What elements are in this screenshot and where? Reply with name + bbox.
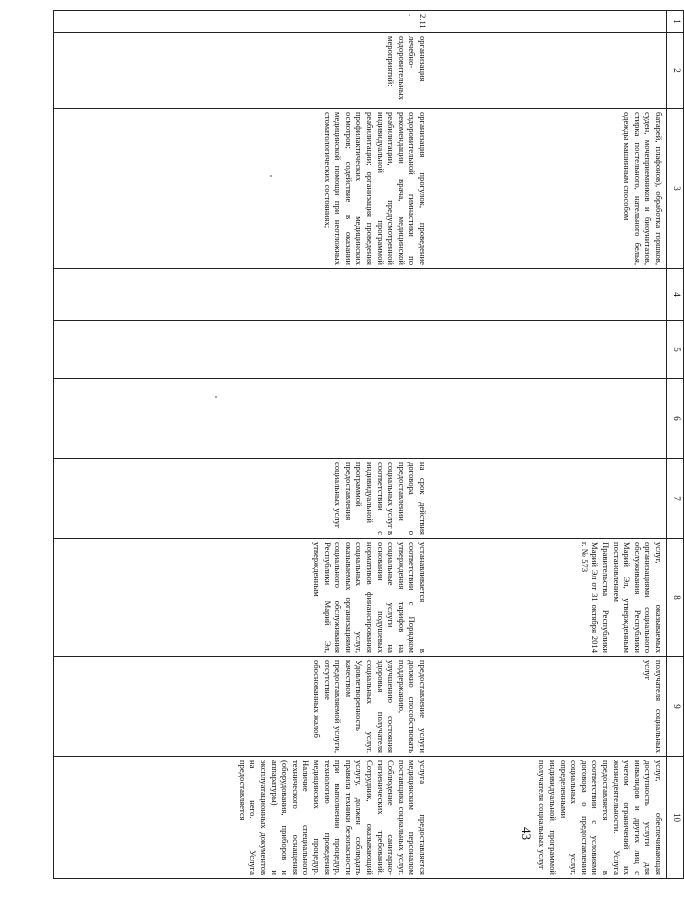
column-header: 9 bbox=[667, 657, 684, 757]
column-header: 1 bbox=[667, 11, 684, 33]
table-row bbox=[430, 11, 667, 879]
cell-col4 bbox=[54, 269, 431, 321]
column-header: 6 bbox=[667, 379, 684, 459]
cell-col5 bbox=[430, 321, 667, 379]
cell-term bbox=[430, 459, 667, 539]
cell-col6 bbox=[430, 379, 667, 459]
cell-conditions: услуг, обеспечивающая доступность услуги для инвалидов и других лиц с учетом ограничений их жизнедеятельности. Услуга предоставляется в соответствии с условиями договора о предоставлении социальных услуг, определенными индивидуальной программой получателя социальных услуг bbox=[430, 757, 667, 879]
cell-number: 2.11. bbox=[54, 11, 431, 33]
cell-efficiency: предоставление услуги должно способствовать поддержанию, улучшению состояния здоровья получателя социальных услуг. Удовлетворенность качеством предоставляемой услуги, отсутствие обоснованных жалоб bbox=[54, 657, 431, 757]
column-header: 5 bbox=[667, 321, 684, 379]
column-header: 7 bbox=[667, 459, 684, 539]
cell-col6 bbox=[54, 379, 431, 459]
column-header: 10 bbox=[667, 757, 684, 879]
cell-conditions: услуга предоставляется медицинским персоналом поставщика социальных услуг. Соблюдение санитарно-гигиенических требований. Сотрудник, оказывающий услугу, должен соблюдать правила техники безопасности при выполнении процедур, технологию проведения медицинских процедур. Наличие специального технического оснащения (оборудования, приборов и аппаратуры) и эксплуатационных документов на него. Услуга предоставляется bbox=[54, 757, 431, 879]
cell-tariff: устанавливается в соответствии с Порядком утверждения тарифов на социальные услуги на основании подушевых нормативов финансирования социальных услуг, оказываемых организациями социального обслуживания Республики Марий Эл, утвержденным bbox=[54, 539, 431, 657]
cell-number bbox=[430, 11, 667, 33]
cell-col4 bbox=[430, 269, 667, 321]
page-number: 43 bbox=[519, 827, 534, 840]
cell-efficiency: получателя социальных услуг bbox=[430, 657, 667, 757]
cell-service-name bbox=[430, 33, 667, 109]
cell-service-name: организация лечебно-оздоровительных мероприятий: bbox=[54, 33, 431, 109]
cell-service-content: организация прогулок, проведение оздоровительной гимнастики по рекомендации врача, медицинской реабилитации, предусмотренной индивидуальной программой реабилитации; организация проведения профилактических медицинских осмотров; содействие в оказании медицинской помощи при неотложных стоматологических состояниях; bbox=[54, 109, 431, 269]
rotated-table-wrapper bbox=[48, 10, 684, 878]
column-header: 2 bbox=[667, 33, 684, 109]
table-row bbox=[54, 11, 431, 879]
cell-service-content: батарей, плафонов), обработка горшков, суден, мочеприемников и биоунитазов, стирка постельного, нательного белья, одежды машинным способом bbox=[430, 109, 667, 269]
table-header-row bbox=[667, 11, 684, 879]
cell-tariff: услуг, оказываемых организациями социального обслуживания Республики Марий Эл, утвержденным постановлением Правительства Республики Марий Эл от 31 октября 2014 г. № 573 bbox=[430, 539, 667, 657]
column-header: 3 bbox=[667, 109, 684, 269]
column-header: 4 bbox=[667, 269, 684, 321]
cell-term: на срок действия договора о предоставлении социальных услуг в соответствии с индивидуальной программой предоставления социальных услуг bbox=[54, 459, 431, 539]
services-table bbox=[53, 10, 684, 879]
column-header: 8 bbox=[667, 539, 684, 657]
cell-col5 bbox=[54, 321, 431, 379]
